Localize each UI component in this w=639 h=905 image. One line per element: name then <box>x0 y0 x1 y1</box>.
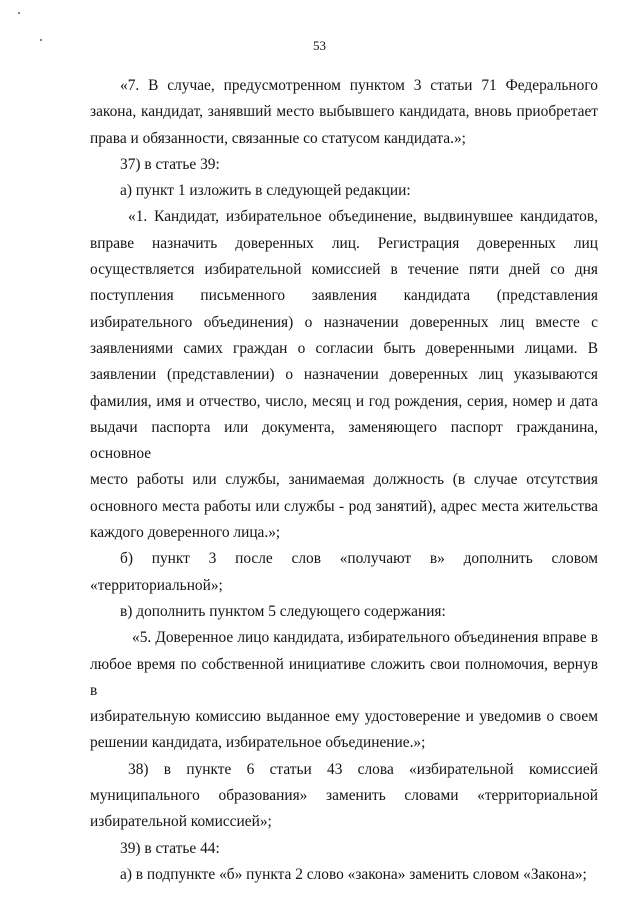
paragraph <box>90 730 598 756</box>
paragraph <box>90 546 598 572</box>
scan-speck <box>18 12 20 14</box>
paragraph <box>90 625 598 651</box>
text-line: основного места работы или службы - род занятий), адрес места жительства <box>90 497 598 515</box>
text-line: выдачи паспорта или документа, заменяющего паспорт гражданина, основное <box>90 418 598 463</box>
paragraph <box>90 283 598 309</box>
paragraph <box>90 783 598 809</box>
text-line: б) пункт 3 после слов «получают в» дополнить словом <box>120 550 598 568</box>
paragraph <box>90 704 598 730</box>
paragraph <box>90 467 598 493</box>
text-line: а) пункт 1 изложить в следующей редакции: <box>120 182 411 200</box>
text-line: заявлениями самих граждан о согласии быть доверенными лицами. В <box>90 339 598 357</box>
text-line: а) в подпункте «б» пункта 2 слово «закона» заменить словом «Закона»; <box>120 865 587 883</box>
text-line: «7. В случае, предусмотренном пунктом 3 статьи 71 Федерального <box>120 77 598 94</box>
document-body <box>90 73 598 888</box>
text-line: любое время по собственной инициативе сложить свои полномочия, вернув в <box>90 655 598 699</box>
paragraph <box>90 757 598 783</box>
text-line: каждого доверенного лица.»; <box>90 524 281 542</box>
text-line: 37) в статье 39: <box>120 155 220 173</box>
text-line: избирательной комиссией»; <box>90 813 272 831</box>
text-line: 38) в пункте 6 статьи 43 слова «избирательной комиссией <box>128 760 598 778</box>
paragraph <box>90 652 598 705</box>
paragraph <box>90 415 598 468</box>
paragraph <box>90 178 598 204</box>
paragraph <box>90 99 598 125</box>
paragraph <box>90 809 598 835</box>
paragraph <box>90 862 598 888</box>
paragraph <box>90 310 598 336</box>
text-line: избирательного объединения) о назначении доверенных лиц вместе с <box>90 313 598 331</box>
scan-speck <box>40 39 42 41</box>
page-number: 53 <box>313 38 326 53</box>
paragraph <box>90 257 598 283</box>
text-line: муниципального образования» заменить словами «территориальной <box>90 787 598 805</box>
text-line: «5. Доверенное лицо кандидата, избирательного объединения вправе в <box>132 629 598 647</box>
paragraph <box>90 599 598 625</box>
paragraph <box>90 494 598 520</box>
paragraph <box>90 520 598 546</box>
text-line: в) дополнить пунктом 5 следующего содержания: <box>120 602 446 620</box>
text-line: вправе назначить доверенных лиц. Регистрация доверенных лиц <box>90 234 598 252</box>
paragraph <box>90 126 598 152</box>
paragraph <box>90 231 598 257</box>
paragraph <box>90 389 598 415</box>
paragraph <box>90 73 598 99</box>
text-line: фамилия, имя и отчество, число, месяц и год рождения, серия, номер и дата <box>90 392 598 410</box>
text-line: поступления письменного заявления кандидата (представления <box>90 287 598 305</box>
text-line: «1. Кандидат, избирательное объединение, выдвинувшее кандидатов, <box>128 208 598 226</box>
paragraph <box>90 152 598 178</box>
paragraph <box>90 204 598 230</box>
paragraph <box>90 836 598 862</box>
text-line: место работы или службы, занимаемая должность (в случае отсутствия <box>90 471 598 489</box>
text-line: 39) в статье 44: <box>120 839 220 857</box>
paragraph <box>90 573 598 599</box>
text-line: «территориальной»; <box>90 576 223 594</box>
text-line: избирательную комиссию выданное ему удостоверение и уведомив о своем <box>90 708 598 726</box>
paragraph <box>90 336 598 362</box>
text-line: заявлении (представлении) о назначении доверенных лиц указываются <box>90 366 598 384</box>
text-line: закона, кандидат, занявший место выбывшего кандидата, вновь приобретает <box>90 103 598 121</box>
paragraph <box>90 362 598 388</box>
text-line: решении кандидата, избирательное объединение.»; <box>90 734 426 752</box>
text-line: осуществляется избирательной комиссией в течение пяти дней со дня <box>90 261 598 279</box>
text-line: права и обязанности, связанные со статусом кандидата.»; <box>90 129 466 147</box>
